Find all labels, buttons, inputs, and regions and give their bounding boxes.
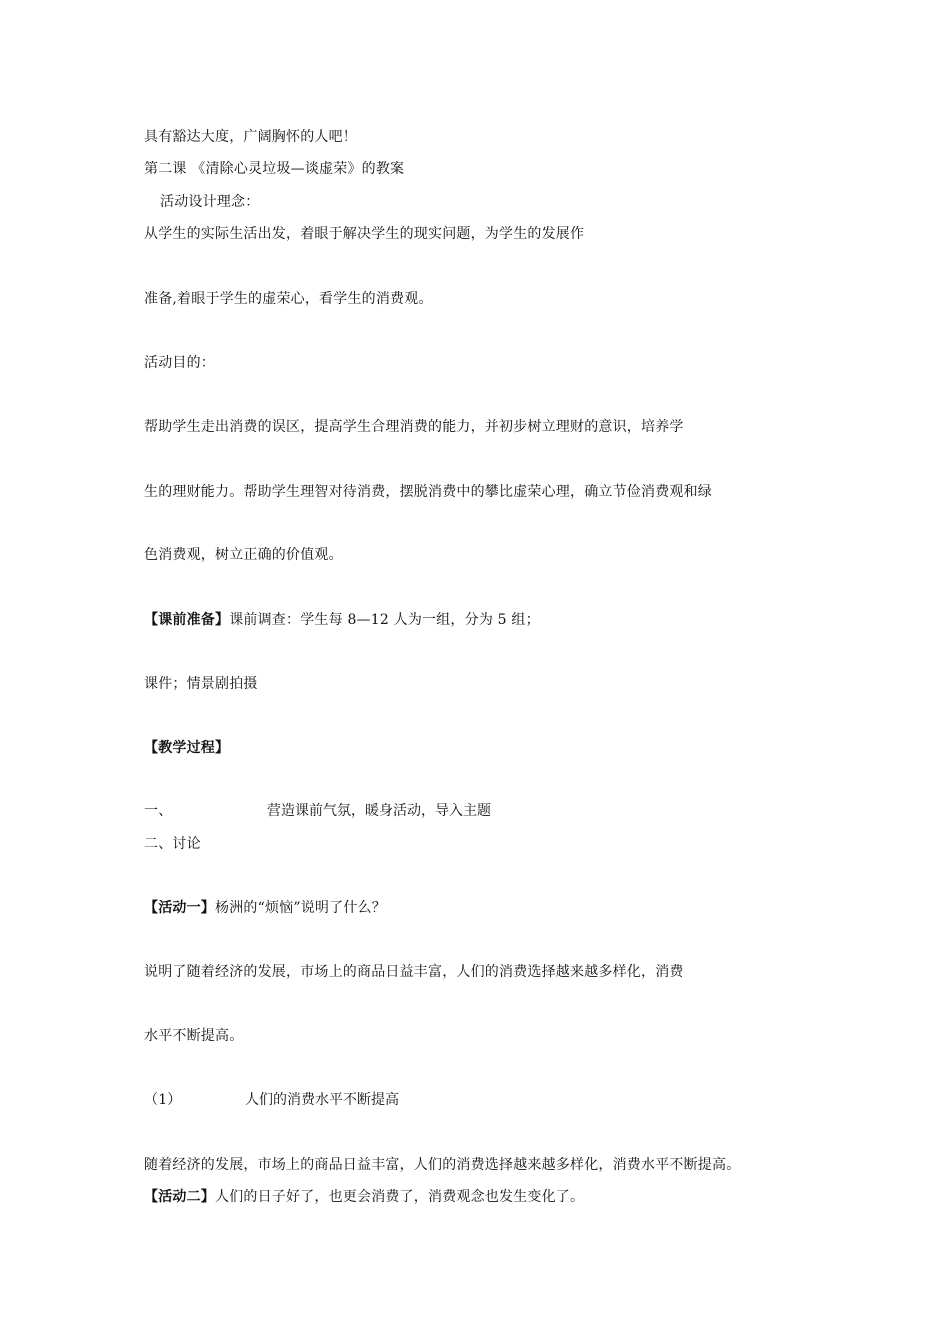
text-line: 说明了随着经济的发展，市场上的商品日益丰富，人们的消费选择越来越多样化，消费 [144, 964, 684, 980]
prep-line [144, 611, 540, 629]
activity-line [144, 1188, 584, 1206]
lesson-title: 第二课 《清除心灵垃圾—谈虚荣》的教案 [144, 161, 405, 177]
text-line: 从学生的实际生活出发，着眼于解决学生的现实问题，为学生的发展作 [144, 226, 585, 242]
activity-text: 人们的日子好了，也更会消费了，消费观念也发生变化了。 [215, 1189, 585, 1205]
item-number: （1） [144, 1092, 182, 1108]
prep-text: 课前调查：学生每 8—12 人为一组，分为 5 组； [229, 612, 540, 628]
section-bracket-label: 【教学过程】 [144, 740, 230, 756]
text-line: 色消费观，树立正确的价值观。 [144, 547, 343, 563]
section-heading: 活动目的： [144, 355, 215, 371]
numbered-item: 二、讨论 [144, 836, 201, 852]
text-line: 帮助学生走出消费的误区，提高学生合理消费的能力，并初步树立理财的意识，培养学 [144, 419, 684, 435]
section-bracket-label: 【课前准备】 [144, 612, 230, 628]
text-line: 具有豁达大度，广阔胸怀的人吧！ [144, 129, 357, 145]
activity-text: 杨洲的“烦恼”说明了什么？ [215, 900, 386, 916]
section-heading: 活动设计理念： [160, 194, 260, 210]
numbered-item [144, 1091, 182, 1109]
section-bracket-label: 【活动二】 [144, 1189, 215, 1205]
activity-line [144, 899, 386, 917]
section-bracket-label: 【活动一】 [144, 900, 215, 916]
item-number: 一、 [144, 803, 173, 819]
text-line: 准备,着眼于学生的虚荣心，看学生的消费观。 [144, 291, 433, 307]
item-text: 人们的消费水平不断提高 [245, 1092, 399, 1108]
numbered-item [144, 802, 172, 820]
item-text: 营造课前气氛，暖身活动，导入主题 [267, 803, 491, 819]
text-line: 随着经济的发展，市场上的商品日益丰富，人们的消费选择越来越多样化，消费水平不断提高。 [144, 1157, 741, 1173]
text-line: 生的理财能力。帮助学生理智对待消费，摆脱消费中的攀比虚荣心理，确立节俭消费观和绿 [144, 484, 712, 500]
text-line: 水平不断提高。 [144, 1028, 244, 1044]
text-line: 课件；情景剧拍摄 [144, 676, 258, 692]
